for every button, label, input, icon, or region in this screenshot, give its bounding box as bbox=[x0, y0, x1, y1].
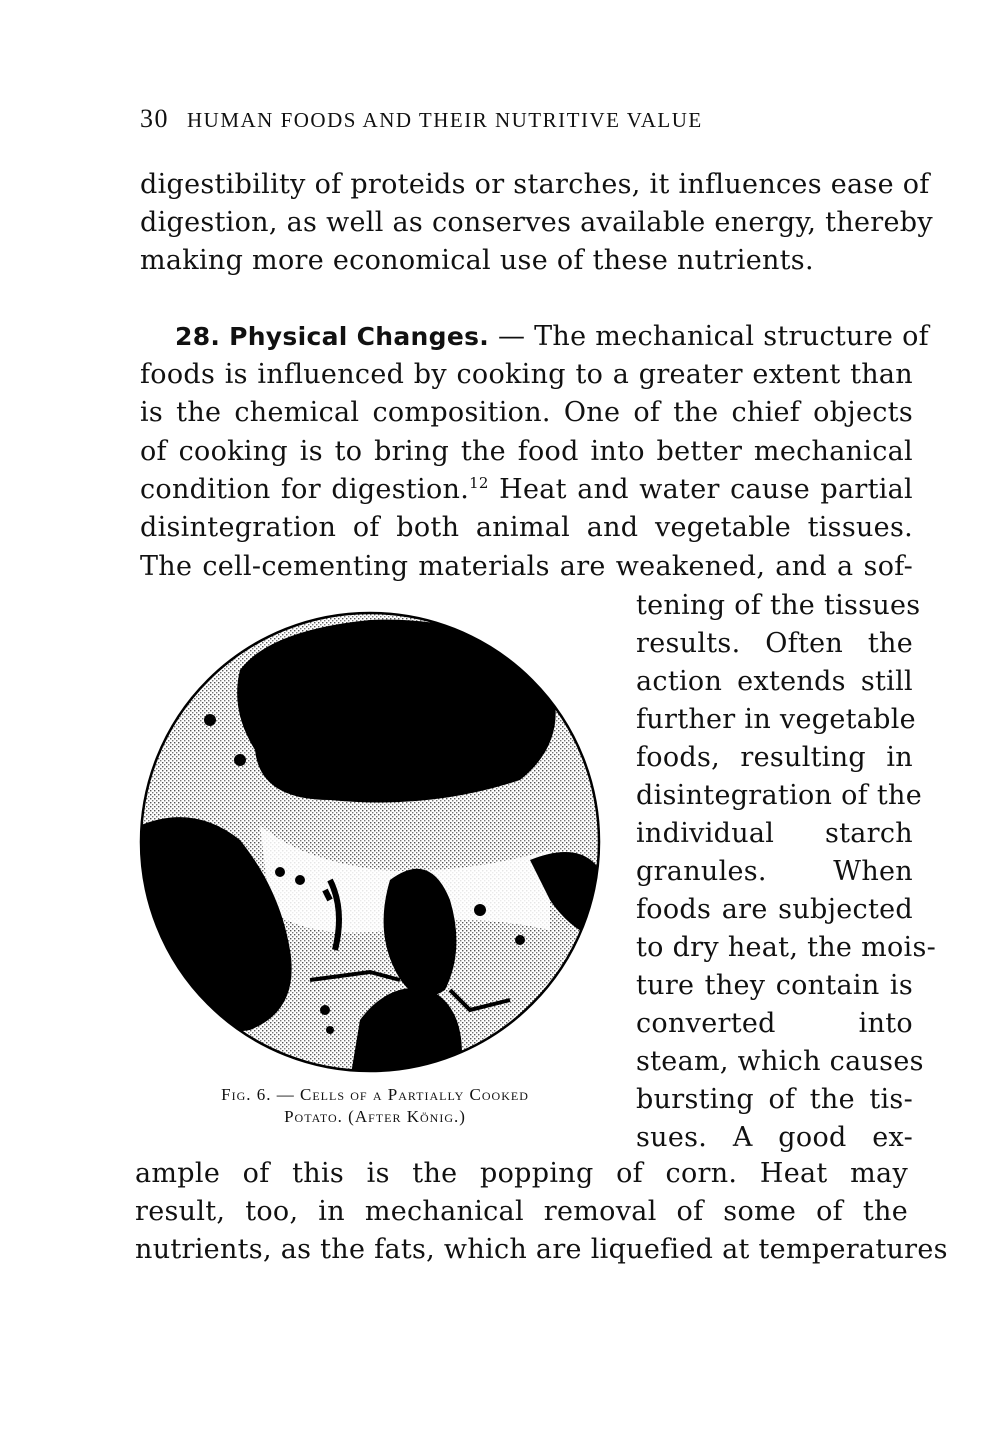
section-number: 28. bbox=[175, 322, 221, 351]
text-line: digestibility of proteids or starches, it influences ease of bbox=[140, 169, 930, 200]
text-line: result, too, in mechanical removal of some of the bbox=[135, 1196, 908, 1227]
page-number: 30 bbox=[140, 104, 169, 133]
text-line: ample of this is the popping of corn. Heat may bbox=[135, 1158, 908, 1189]
text-line: tening of the tissues bbox=[636, 590, 921, 621]
text-line: to dry heat, the mois- bbox=[636, 932, 937, 963]
figure-caption-line-2: Potato. (After König.) bbox=[284, 1107, 466, 1126]
text-line: nutrients, as the fats, which are liquefied at temperatures bbox=[135, 1234, 948, 1265]
text-line: disintegration of both animal and vegetable tissues. bbox=[140, 512, 913, 543]
text-line: The cell-cementing materials are weakened, and a sof- bbox=[140, 551, 913, 582]
text-line: individual starch bbox=[636, 818, 913, 849]
text-line: sues. A good ex- bbox=[636, 1122, 913, 1153]
text-line: action extends still bbox=[636, 666, 913, 697]
text-line: ture they contain is bbox=[636, 970, 913, 1001]
text-line: further in vegetable bbox=[636, 704, 916, 735]
text-line: granules. When bbox=[636, 856, 913, 887]
text-line: converted into bbox=[636, 1008, 913, 1039]
text-line: making more economical use of these nutrients. bbox=[140, 245, 814, 276]
text-line: digestion, as well as conserves available energy, thereby bbox=[140, 207, 933, 238]
text-line: foods, resulting in bbox=[636, 742, 913, 773]
text-fragment: — The mechanical structure of bbox=[489, 321, 929, 352]
text-fragment: condition for digestion. bbox=[140, 474, 470, 505]
text-line bbox=[140, 473, 913, 507]
text-line: foods is influenced by cooking to a greater extent than bbox=[140, 359, 913, 390]
text-line: is the chemical composition. One of the chief objects bbox=[140, 397, 913, 428]
running-title: HUMAN FOODS AND THEIR NUTRITIVE VALUE bbox=[187, 108, 703, 132]
text-line: of cooking is to bring the food into better mechanical bbox=[140, 436, 913, 467]
text-line: results. Often the bbox=[636, 628, 913, 659]
text-line: steam, which causes bbox=[636, 1046, 924, 1077]
figure-caption-line-1: Fig. 6. — Cells of a Partially Cooked bbox=[221, 1085, 529, 1104]
section-title: Physical Changes. bbox=[229, 322, 490, 351]
text-fragment: Heat and water cause partial bbox=[488, 474, 913, 505]
footnote-reference[interactable]: 12 bbox=[469, 474, 489, 492]
text-line: bursting of the tis- bbox=[636, 1084, 913, 1115]
potato-cells-micrograph bbox=[130, 610, 610, 1080]
running-header bbox=[140, 104, 840, 134]
text-line: foods are subjected bbox=[636, 894, 913, 925]
section-heading bbox=[175, 320, 929, 354]
text-line: disintegration of the bbox=[636, 780, 922, 811]
